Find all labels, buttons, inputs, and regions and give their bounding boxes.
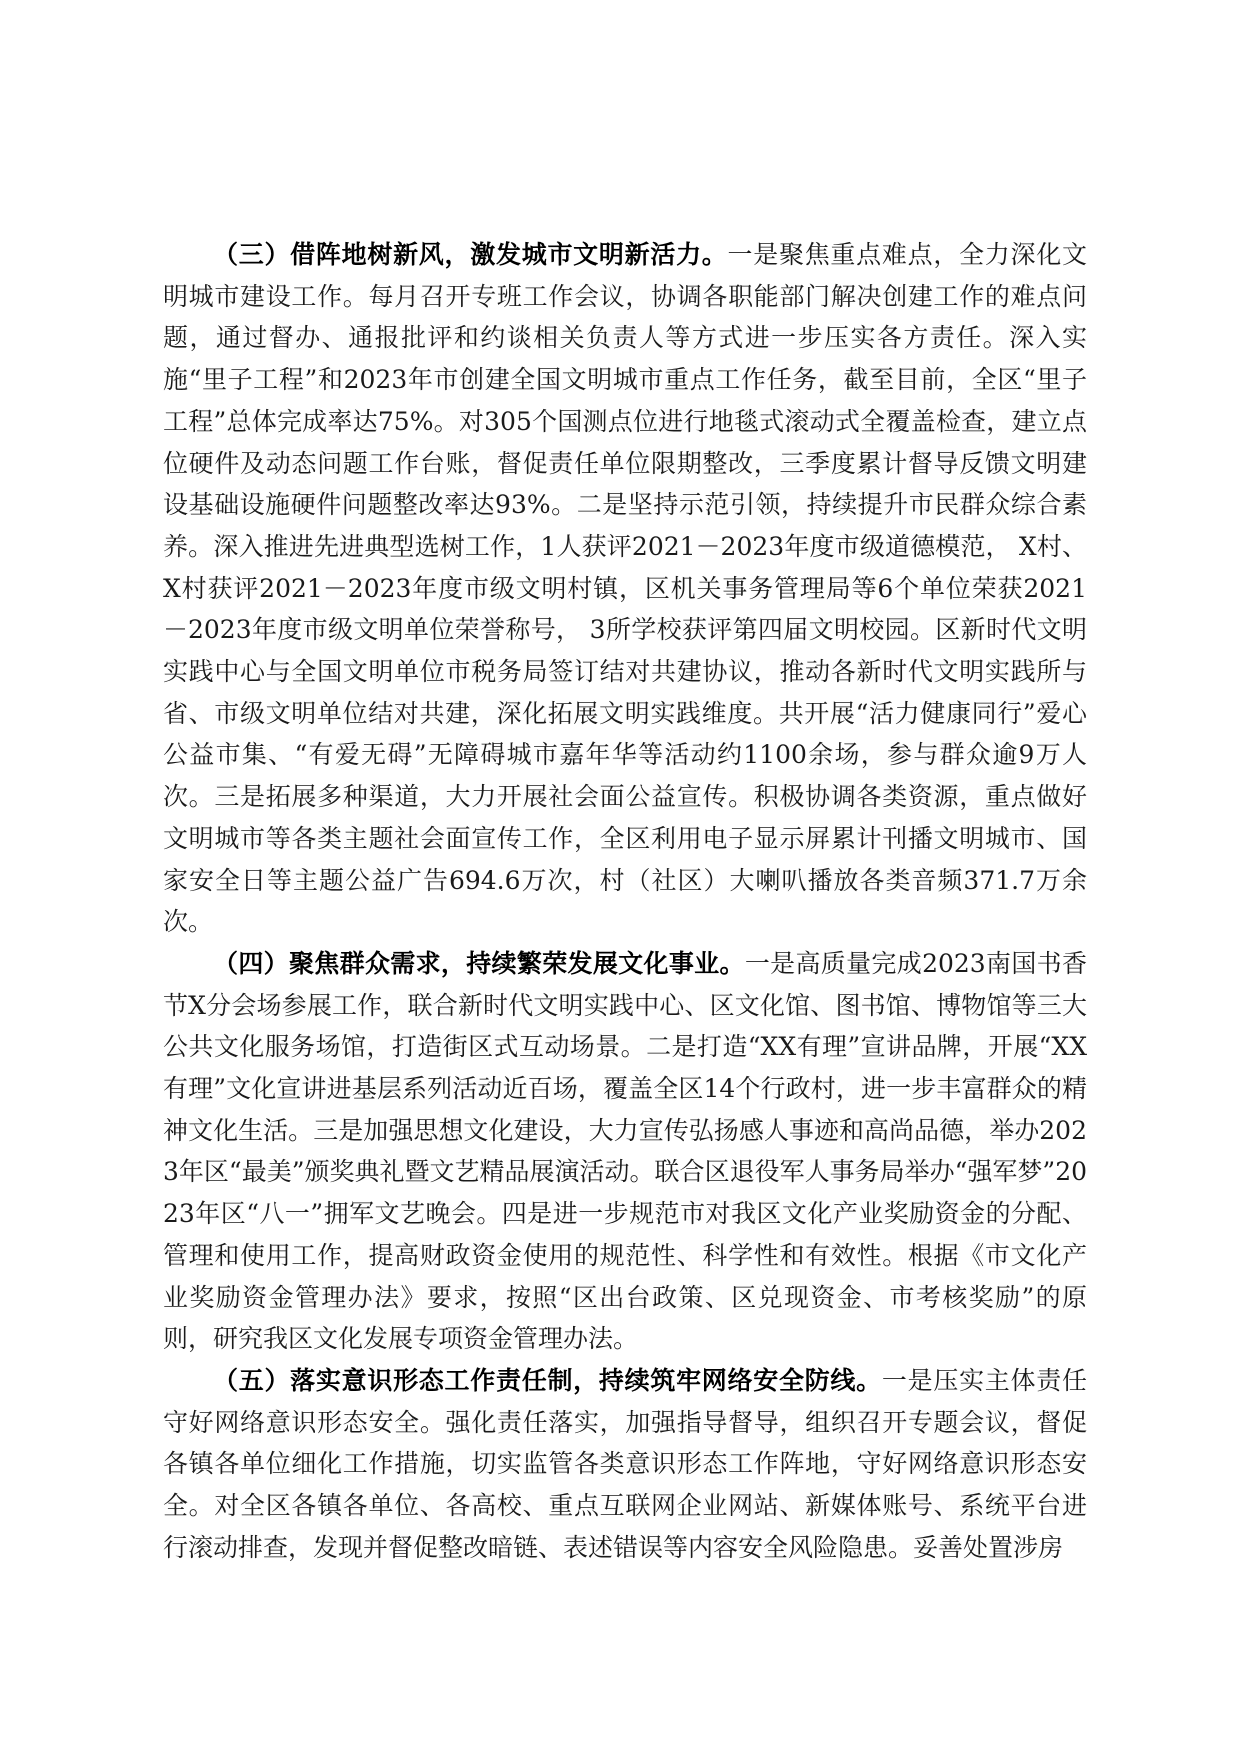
section-body-5: 一是压实主体责任守好网络意识形态安全。强化责任落实，加强指导督导，组织召开专题会议，督促各镇各单位细化工作措施，切实监管各类意识形态工作阵地，守好网络意识形态安全。对全区各镇各单位、各高校、重点互联网企业网站、新媒体账号、系统平台进行滚动排查，发现并督促整改暗链、表述错误等内容安全风险隐患。妥善处置涉房 <box>163 1365 1087 1562</box>
section-heading-3: （三）借阵地树新风，激发城市文明新活力。 <box>213 240 728 269</box>
section-body-3: 一是聚焦重点难点，全力深化文明城市建设工作。每月召开专班工作会议，协调各职能部门解决创建工作的难点问题，通过督办、通报批评和约谈相关负责人等方式进一步压实各方责任。深入实施“里子工程”和2023年市创建全国文明城市重点工作任务，截至目前，全区“里子工程”总体完成率达75%。对305个国测点位进行地毯式滚动式全覆盖检查，建立点位硬件及动态问题工作台账，督促责任单位限期整改，三季度累计督导反馈文明建设基础设施硬件问题整改率达93%。二是坚持示范引领，持续提升市民群众综合素养。深入推进先进典型选树工作，1人获评2021－2023年度市级道德模范， X村、X村获评2021－2023年度市级文明村镇，区机关事务管理局等6个单位荣获2021－2023年度市级文明单位荣誉称号， 3所学校获评第四届文明校园。区新时代文明实践中心与全国文明单位市税务局签订结对共建协议，推动各新时代文明实践所与省、市级文明单位结对共建，深化拓展文明实践维度。共开展“活力健康同行”爱心公益市集、“有爱无碍”无障碍城市嘉年华等活动约1100余场，参与群众逾9万人次。三是拓展多种渠道，大力开展社会面公益宣传。积极协调各类资源，重点做好文明城市等各类主题社会面宣传工作，全区利用电子显示屏累计刊播文明城市、国家安全日等主题公益广告694.6万次，村（社区）大喇叭播放各类音频371.7万余次。 <box>163 240 1087 937</box>
document-body <box>163 234 1087 1569</box>
paragraph-section-5 <box>163 1360 1087 1569</box>
section-body-4: 一是高质量完成2023南国书香节X分会场参展工作，联合新时代文明实践中心、区文化馆、图书馆、博物馆等三大公共文化服务场馆，打造街区式互动场景。二是打造“XX有理”宣讲品牌，开展“XX有理”文化宣讲进基层系列活动近百场，覆盖全区14个行政村，进一步丰富群众的精神文化生活。三是加强思想文化建设，大力宣传弘扬感人事迹和高尚品德，举办2023年区“最美”颁奖典礼暨文艺精品展演活动。联合区退役军人事务局举办“强军梦”2023年区“八一”拥军文艺晚会。四是进一步规范市对我区文化产业奖励资金的分配、管理和使用工作，提高财政资金使用的规范性、科学性和有效性。根据《市文化产业奖励资金管理办法》要求，按照“区出台政策、区兑现资金、市考核奖励”的原则，研究我区文化发展专项资金管理办法。 <box>163 948 1087 1354</box>
paragraph-section-4 <box>163 943 1087 1360</box>
section-heading-5: （五）落实意识形态工作责任制，持续筑牢网络安全防线。 <box>213 1365 882 1395</box>
paragraph-section-3 <box>163 234 1087 943</box>
section-heading-4: （四）聚焦群众需求，持续繁荣发展文化事业。 <box>213 948 745 978</box>
